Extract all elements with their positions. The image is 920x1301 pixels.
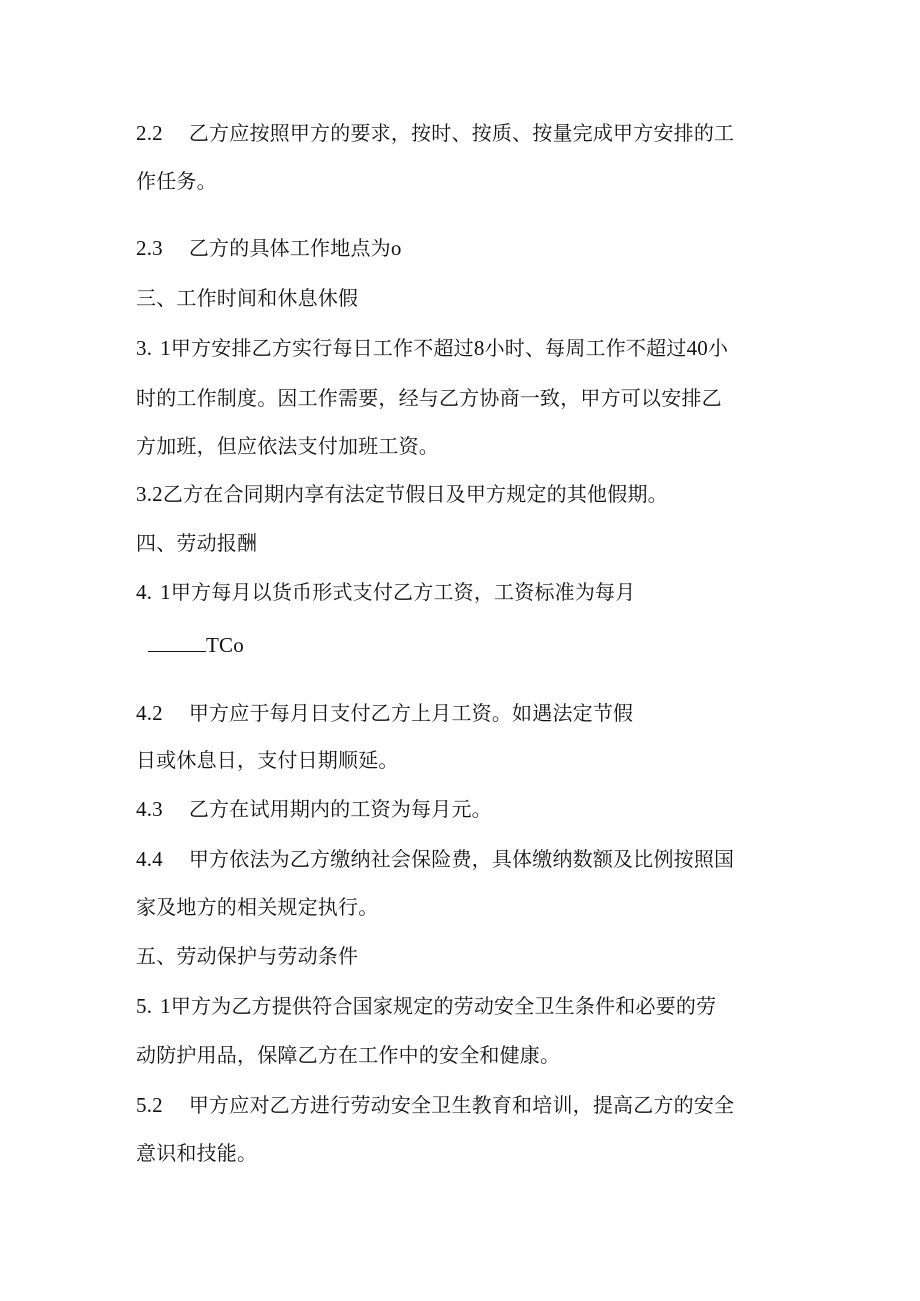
clause-text: 乙方在合同期内享有法定节假日及甲方规定的其他假期。 xyxy=(162,482,668,506)
clause-text: 乙方在试用期内的工资为每月元。 xyxy=(188,797,492,821)
clause-3-2 xyxy=(136,481,668,507)
clause-4-1-line-2 xyxy=(148,632,244,658)
clause-suffix: o xyxy=(390,236,402,260)
clause-number: 4.3 xyxy=(136,797,163,821)
clause-2-3 xyxy=(136,235,402,261)
clause-number: 2.2 xyxy=(136,121,163,145)
clause-digit: 1 xyxy=(160,336,171,360)
clause-number: 4. xyxy=(136,580,153,604)
clause-text: 乙方应按照甲方的要求，按时、按质、按量完成甲方安排的工 xyxy=(188,121,735,145)
clause-2-2-line-2 xyxy=(136,168,217,194)
clause-number: 4.4 xyxy=(136,847,163,871)
section-4-heading: 四、劳动报酬 xyxy=(136,531,258,555)
clause-number: 3.2 xyxy=(136,482,163,506)
clause-text: 小 xyxy=(707,336,729,360)
clause-number: 5.2 xyxy=(136,1093,163,1117)
clause-suffix: TCo xyxy=(206,633,244,657)
clause-digit: 1 xyxy=(160,580,171,604)
clause-4-4-line-1 xyxy=(136,846,734,872)
section-5-heading: 五、劳动保护与劳动条件 xyxy=(136,944,359,968)
clause-5-2-line-1 xyxy=(136,1092,734,1118)
clause-text: 作任务。 xyxy=(136,169,217,193)
clause-3-1-line-2: 时的工作制度。因工作需要，经与乙方协商一致，甲方可以安排乙 xyxy=(136,386,722,410)
clause-4-4-line-2: 家及地方的相关规定执行。 xyxy=(136,895,379,919)
clause-number: 4.2 xyxy=(136,701,163,725)
clause-text: 甲方依法为乙方缴纳社会保险费，具体缴纳数额及比例按照国 xyxy=(188,847,735,871)
clause-2-2-line-1 xyxy=(136,120,734,146)
hours-per-day: 8 xyxy=(473,336,485,360)
clause-number: 3. xyxy=(136,336,153,360)
clause-number: 5. xyxy=(136,994,153,1018)
clause-text: 甲方应于每月日支付乙方上月工资。如遇法定节假 xyxy=(188,701,634,725)
clause-4-1-line-1 xyxy=(136,579,635,605)
clause-5-1-line-2: 动防护用品，保障乙方在工作中的安全和健康。 xyxy=(136,1043,561,1067)
clause-text: 甲方安排乙方实行每日工作不超过 xyxy=(170,336,474,360)
clause-5-2-line-2: 意识和技能。 xyxy=(136,1141,258,1165)
clause-text: 小时、每周工作不超过 xyxy=(484,336,687,360)
section-3-heading: 三、工作时间和休息休假 xyxy=(136,286,359,310)
wage-blank xyxy=(148,633,206,652)
clause-5-1-line-1 xyxy=(136,993,716,1019)
clause-4-2-line-1 xyxy=(136,700,633,726)
clause-number: 2.3 xyxy=(136,236,163,260)
clause-text: 乙方的具体工作地点为 xyxy=(188,236,391,260)
hours-per-week: 40 xyxy=(686,336,708,360)
clause-3-1-line-3: 方加班，但应依法支付加班工资。 xyxy=(136,434,439,458)
clause-digit: 1 xyxy=(160,994,171,1018)
clause-3-1-line-1 xyxy=(136,335,728,361)
clause-text: 甲方为乙方提供符合国家规定的劳动安全卫生条件和必要的劳 xyxy=(170,994,717,1018)
clause-4-2-line-2: 日或休息日，支付日期顺延。 xyxy=(136,748,399,772)
clause-text: 甲方每月以货币形式支付乙方工资，工资标准为每月 xyxy=(170,580,636,604)
clause-4-3 xyxy=(136,796,492,822)
clause-text: 甲方应对乙方进行劳动安全卫生教育和培训，提高乙方的安全 xyxy=(188,1093,735,1117)
